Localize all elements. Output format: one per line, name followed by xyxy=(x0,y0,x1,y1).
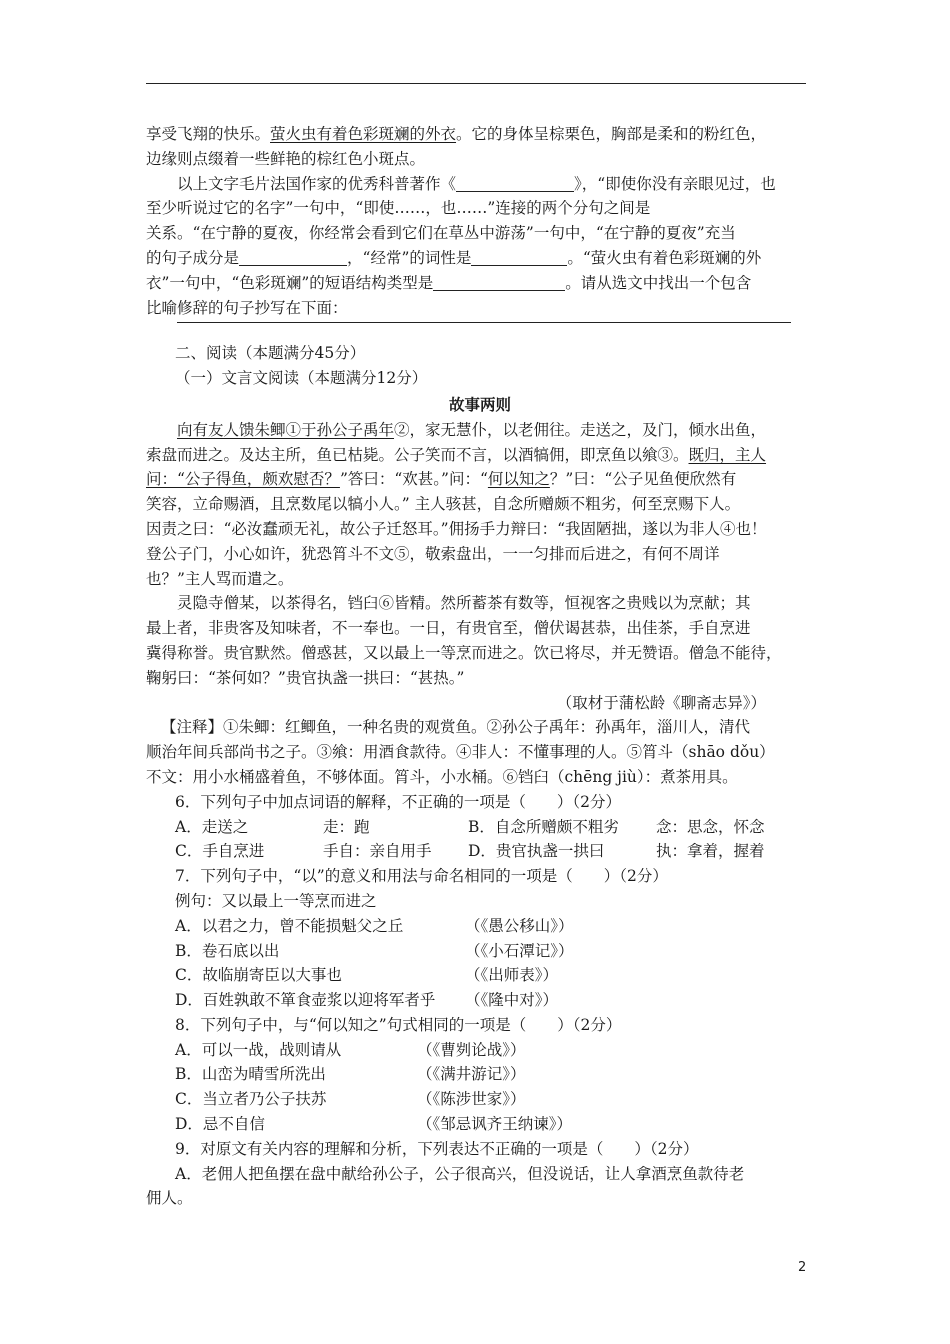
question-5-line: 比喻修辞的句子抄写在下面： xyxy=(146,298,348,317)
option-a-text: 走：跑 xyxy=(323,817,370,836)
option-d-text: 执：拿着，握着 xyxy=(656,842,765,861)
option-c-text: 手自：亲自用手 xyxy=(323,842,432,861)
answer-blank[interactable] xyxy=(519,247,567,266)
source-citation: （取材于蒲松龄《聊斋志异》） xyxy=(556,693,766,712)
question-9-stem: 9．对原文有关内容的理解和分析，下列表达不正确的一项是（ ）（2分） xyxy=(175,1139,699,1158)
option-c[interactable]: C．手自烹进 xyxy=(175,842,265,861)
story1-line: 问：“公子得鱼，颇欢慰否？”答曰：“欢甚。”问：“何以知之？”曰：“公子见鱼便欣然有 xyxy=(146,470,737,489)
story1-line: 索盘而进之。及达主所，鱼已枯毙。公子笑而不言，以酒犒佣，即烹鱼以飨③。既归，主人 xyxy=(146,445,767,464)
story1-line: 也？”主人骂而遣之。 xyxy=(146,569,294,588)
story1-line: 笑容，立命赐酒，且烹数尾以犒小人。” 主人骇甚，自念所赠颇不粗劣，何至烹赐下人。 xyxy=(146,495,741,514)
option-b-text: 念：思念，怀念 xyxy=(656,817,765,836)
underlined-sentence: 萤火虫有着色彩斑斓的外衣 xyxy=(270,125,457,143)
story1-line: 向有友人馈朱鲫①于孙公子禹年②，家无慧仆，以老佣往。走送之，及门，倾水出鱼， xyxy=(177,420,767,439)
answer-blank[interactable] xyxy=(456,173,574,192)
question-5-line: 关系。“在宁静的夏夜，你经常会看到它们在草丛中游荡”一句中，“在宁静的夏夜”充当 xyxy=(146,224,736,243)
document-body xyxy=(146,122,810,1211)
question-5-line: 以上文字毛片法国作家的优秀科普著作《 》，“即使你没有亲眼见过，也 xyxy=(177,174,776,193)
answer-blank[interactable] xyxy=(239,247,347,266)
option-b[interactable]: B．自念所赠颇不粗劣 xyxy=(468,817,619,836)
question-8-stem: 8．下列句子中，与“何以知之”句式相同的一项是（ ）（2分） xyxy=(175,1015,622,1034)
section-heading: 二、阅读（本题满分45分） xyxy=(175,344,366,363)
header-rule xyxy=(146,83,806,84)
option-a-continued: 佣人。 xyxy=(146,1189,193,1208)
question-7-example: 例句：又以最上一等烹而进之 xyxy=(175,891,377,910)
option-row[interactable]: A．可以一战，战则请从 （《曹刿论战》） xyxy=(175,1040,526,1059)
option-row[interactable]: A．以君之力，曾不能损魁父之丘 （《愚公移山》） xyxy=(175,916,574,935)
question-5-line: 至少听说过它的名字”一句中，“即使……，也……”连接的两个分句之间是 xyxy=(146,199,651,218)
option-a[interactable]: A．走送之 xyxy=(175,817,249,836)
story2-line: 灵隐寺僧某，以茶得名，铛臼⑥皆精。然所蓄茶有数等，恒视客之贵贱以为烹献；其 xyxy=(177,594,751,613)
question-6-row xyxy=(146,815,810,840)
story1-line: 登公子门，小心如许，犹恐筲斗不文⑤，敬索盘出，一一匀排而后进之，有何不周详 xyxy=(146,544,720,563)
text-line: 边缘则点缀着一些鲜艳的棕红色小斑点。 xyxy=(146,149,426,168)
option-row[interactable]: C．当立者乃公子扶苏 （《陈涉世家》） xyxy=(175,1090,526,1109)
answer-blank[interactable] xyxy=(433,272,565,291)
answer-blank[interactable] xyxy=(471,247,519,266)
option-row[interactable]: C．故临崩寄臣以大事也 （《出师表》） xyxy=(175,966,559,985)
notes-line: 【注释】①朱鲫：红鲫鱼，一种名贵的观赏鱼。②孙公子禹年：孙禹年，淄川人，清代 xyxy=(161,718,751,737)
text-line: 享受飞翔的快乐。萤火虫有着色彩斑斓的外衣。它的身体呈棕栗色，胸部是柔和的粉红色， xyxy=(146,125,767,143)
story2-line: 鞠躬曰：“茶何如？”贵官执盏一拱曰：“甚热。” xyxy=(146,668,465,687)
option-a[interactable]: A．老佣人把鱼摆在盘中献给孙公子，公子很高兴，但没说话，让人拿酒烹鱼款待老 xyxy=(175,1164,745,1183)
page-number: 2 xyxy=(798,1260,807,1275)
question-5-line: 衣”一句中，“色彩斑斓”的短语结构类型是 。请从选文中找出一个包含 xyxy=(146,273,752,292)
question-6-row xyxy=(146,839,810,864)
subsection-heading: （一）文言文阅读（本题满分12分） xyxy=(175,369,428,388)
passage-title: 故事两则 xyxy=(448,395,511,414)
question-6-stem: 6．下列句子中加点词语的解释，不正确的一项是（ ）（2分） xyxy=(175,792,621,811)
question-7-stem: 7．下列句子中，“以”的意义和用法与命名相同的一项是（ ）（2分） xyxy=(175,867,668,886)
notes-line: 不文：用小水桶盛着鱼，不够体面。筲斗，小水桶。⑥铛臼（chēng jiù）：煮茶用具。 xyxy=(146,767,738,786)
option-row[interactable]: D．百姓孰敢不箪食壶浆以迎将军者乎 （《隆中对》） xyxy=(175,991,559,1010)
option-row[interactable]: B．卷石底以出 （《小石潭记》） xyxy=(175,941,574,960)
story2-line: 冀得称誉。贵官默然。僧惑甚，又以最上一等烹而进之。饮已将尽，并无赞语。僧急不能待， xyxy=(146,643,782,662)
notes-line: 顺治年间兵部尚书之子。③飨：用酒食款待。④非人：不懂事理的人。⑤筲斗（shāo dǒu） xyxy=(146,743,775,762)
story1-line: 因责之曰：“必汝蠢顽无礼，故公子迁怒耳。”佣扬手力辩曰：“我固陋拙，遂以为非人④也！ xyxy=(146,519,767,538)
story2-line: 最上者，非贵客及知味者，不一奉也。一日，有贵官至，僧伏谒甚恭，出佳茶，手自烹进 xyxy=(146,619,751,638)
option-d[interactable]: D．贵官执盏一拱曰 xyxy=(468,842,605,861)
option-row[interactable]: D．忌不自信 （《邹忌讽齐王纳谏》） xyxy=(175,1115,573,1134)
option-row[interactable]: B．山峦为晴雪所洗出 （《满井游记》） xyxy=(175,1065,526,1084)
question-5-line: 的句子成分是 ，“经常”的词性是 。“萤火虫有着色彩斑斓的外 xyxy=(146,248,762,267)
